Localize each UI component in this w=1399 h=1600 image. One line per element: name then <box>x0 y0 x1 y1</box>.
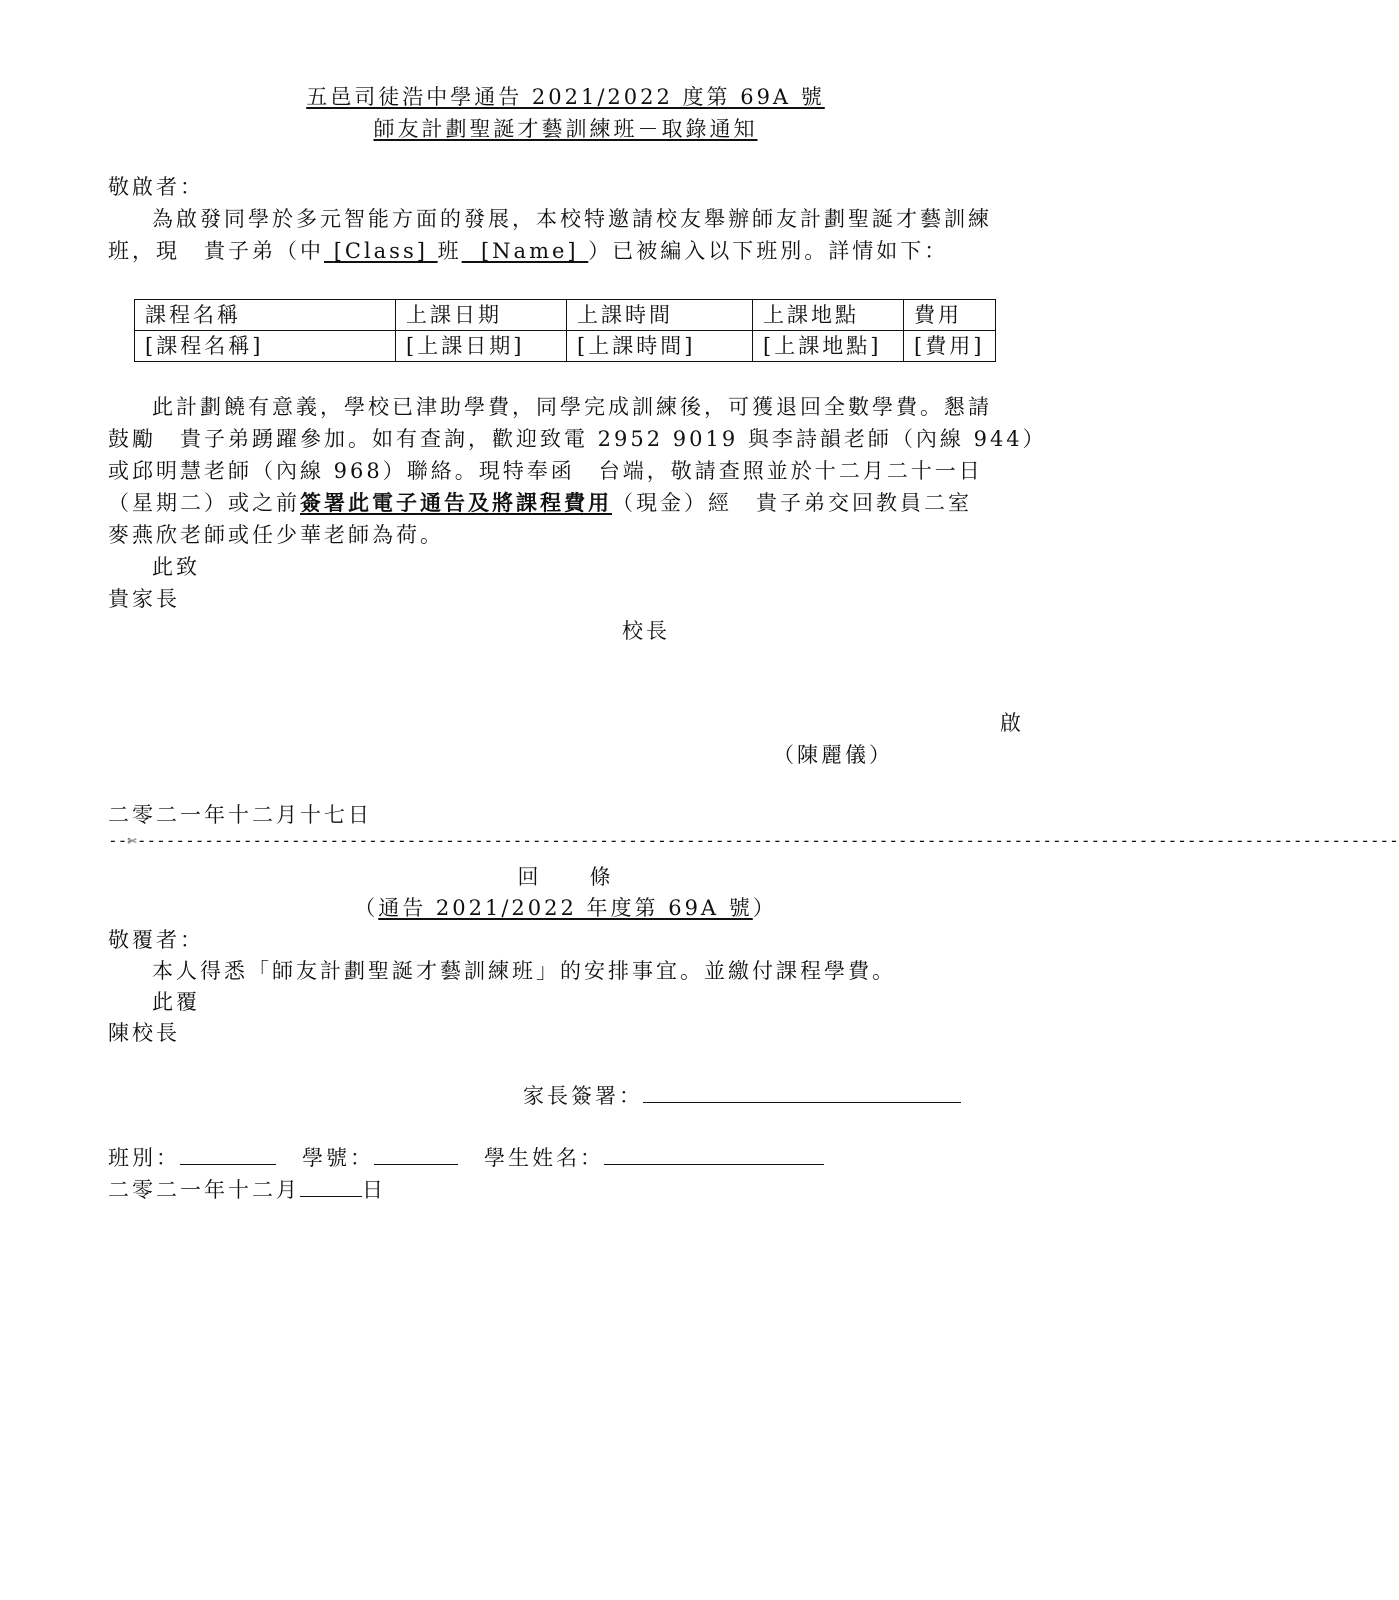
reply-day-field[interactable] <box>300 1174 362 1197</box>
closing-line2: 貴家長 <box>108 587 180 611</box>
reply-reference-close: ） <box>752 896 777 920</box>
sign-instruction: 簽署此電子通告及將課程費用 <box>300 490 612 515</box>
paragraph2-line3: 或邱明慧老師（內線 968）聯絡。現特奉函 台端，敬請查照並於十二月二十一日 <box>108 459 983 483</box>
scissors-cut-line: --✄----------------------------------------------------------------------------------------------------------------------------------- <box>108 831 1399 850</box>
reply-salutation: 敬覆者： <box>108 928 204 952</box>
table-cell: [上課地點] <box>753 331 904 362</box>
paragraph1-line1: 為啟發同學於多元智能方面的發展，本校特邀請校友舉辦師友計劃聖誕才藝訓練 <box>152 207 992 231</box>
reply-date-row <box>108 1174 386 1205</box>
table-cell: [上課日期] <box>396 331 567 362</box>
principal-label: 校長 <box>622 619 670 643</box>
reply-body: 本人得悉「師友計劃聖誕才藝訓練班」的安排事宜。並繳付課程學費。 <box>152 959 896 983</box>
table-header-cell: 上課地點 <box>753 300 904 331</box>
reply-reference-text: 通告 2021/2022 年度第 69A 號 <box>378 896 753 920</box>
paragraph2-line1: 此計劃饒有意義，學校已津助學費，同學完成訓練後，可獲退回全數學費。懇請 <box>152 395 992 419</box>
reply-title: 回 條 <box>517 865 614 889</box>
paragraph2-line5: 麥燕欣老師或任少華老師為荷。 <box>108 523 444 547</box>
closing-line1: 此致 <box>152 555 200 579</box>
reply-date-suffix: 日 <box>362 1178 386 1202</box>
table-header-cell: 上課時間 <box>567 300 753 331</box>
student-number-field[interactable] <box>374 1142 458 1165</box>
reply-closing2: 陳校長 <box>108 1021 180 1045</box>
reply-reference <box>0 893 1131 923</box>
paragraph1-line2 <box>108 236 948 266</box>
salutation: 敬啟者： <box>108 175 204 199</box>
table-header-cell: 課程名稱 <box>135 300 396 331</box>
name-placeholder: [Name] <box>480 239 579 263</box>
class-word: 班 <box>437 239 462 263</box>
parent-signature-field[interactable] <box>643 1080 961 1103</box>
class-label: 班別： <box>108 1146 180 1170</box>
parent-signature-label: 家長簽署： <box>523 1084 643 1108</box>
reply-closing1: 此覆 <box>152 990 200 1014</box>
student-name-field[interactable] <box>604 1142 824 1165</box>
parent-signature-row <box>523 1080 961 1111</box>
table-header-cell: 費用 <box>904 300 996 331</box>
notice-subtitle: 師友計劃聖誕才藝訓練班－取錄通知 <box>373 117 758 141</box>
table-cell: [課程名稱] <box>135 331 396 362</box>
course-table <box>134 299 996 362</box>
table-row <box>135 331 996 362</box>
student-number-label: 學號： <box>302 1146 374 1170</box>
reply-reference-open: （ <box>354 896 379 920</box>
paragraph2-line4-end: （現金）經 貴子弟交回教員二室 <box>612 491 972 515</box>
notice-date: 二零二一年十二月十七日 <box>108 803 372 827</box>
paragraph1-prefix: 班，現 貴子弟（中 <box>108 239 324 263</box>
class-placeholder: [Class] <box>333 239 428 263</box>
paragraph2-line4-start: （星期二）或之前 <box>108 491 300 515</box>
table-header-cell: 上課日期 <box>396 300 567 331</box>
table-cell: [費用] <box>904 331 996 362</box>
table-header-row <box>135 300 996 331</box>
student-name-label: 學生姓名： <box>484 1146 604 1170</box>
table-cell: [上課時間] <box>567 331 753 362</box>
paragraph1-suffix: ）已被編入以下班別。詳情如下： <box>588 239 949 263</box>
sign-off: 啟 <box>1000 711 1024 735</box>
notice-title: 五邑司徒浩中學通告 2021/2022 度第 69A 號 <box>306 85 825 109</box>
class-field[interactable] <box>180 1142 276 1165</box>
paragraph2-line2: 鼓勵 貴子弟踴躍參加。如有查詢，歡迎致電 2952 9019 與李詩韻老師（內線 944） <box>108 427 1047 451</box>
reply-date-prefix: 二零二一年十二月 <box>108 1178 300 1202</box>
paragraph2-line4 <box>108 488 972 518</box>
student-info-row <box>108 1142 824 1173</box>
principal-name: （陳麗儀） <box>773 743 893 767</box>
